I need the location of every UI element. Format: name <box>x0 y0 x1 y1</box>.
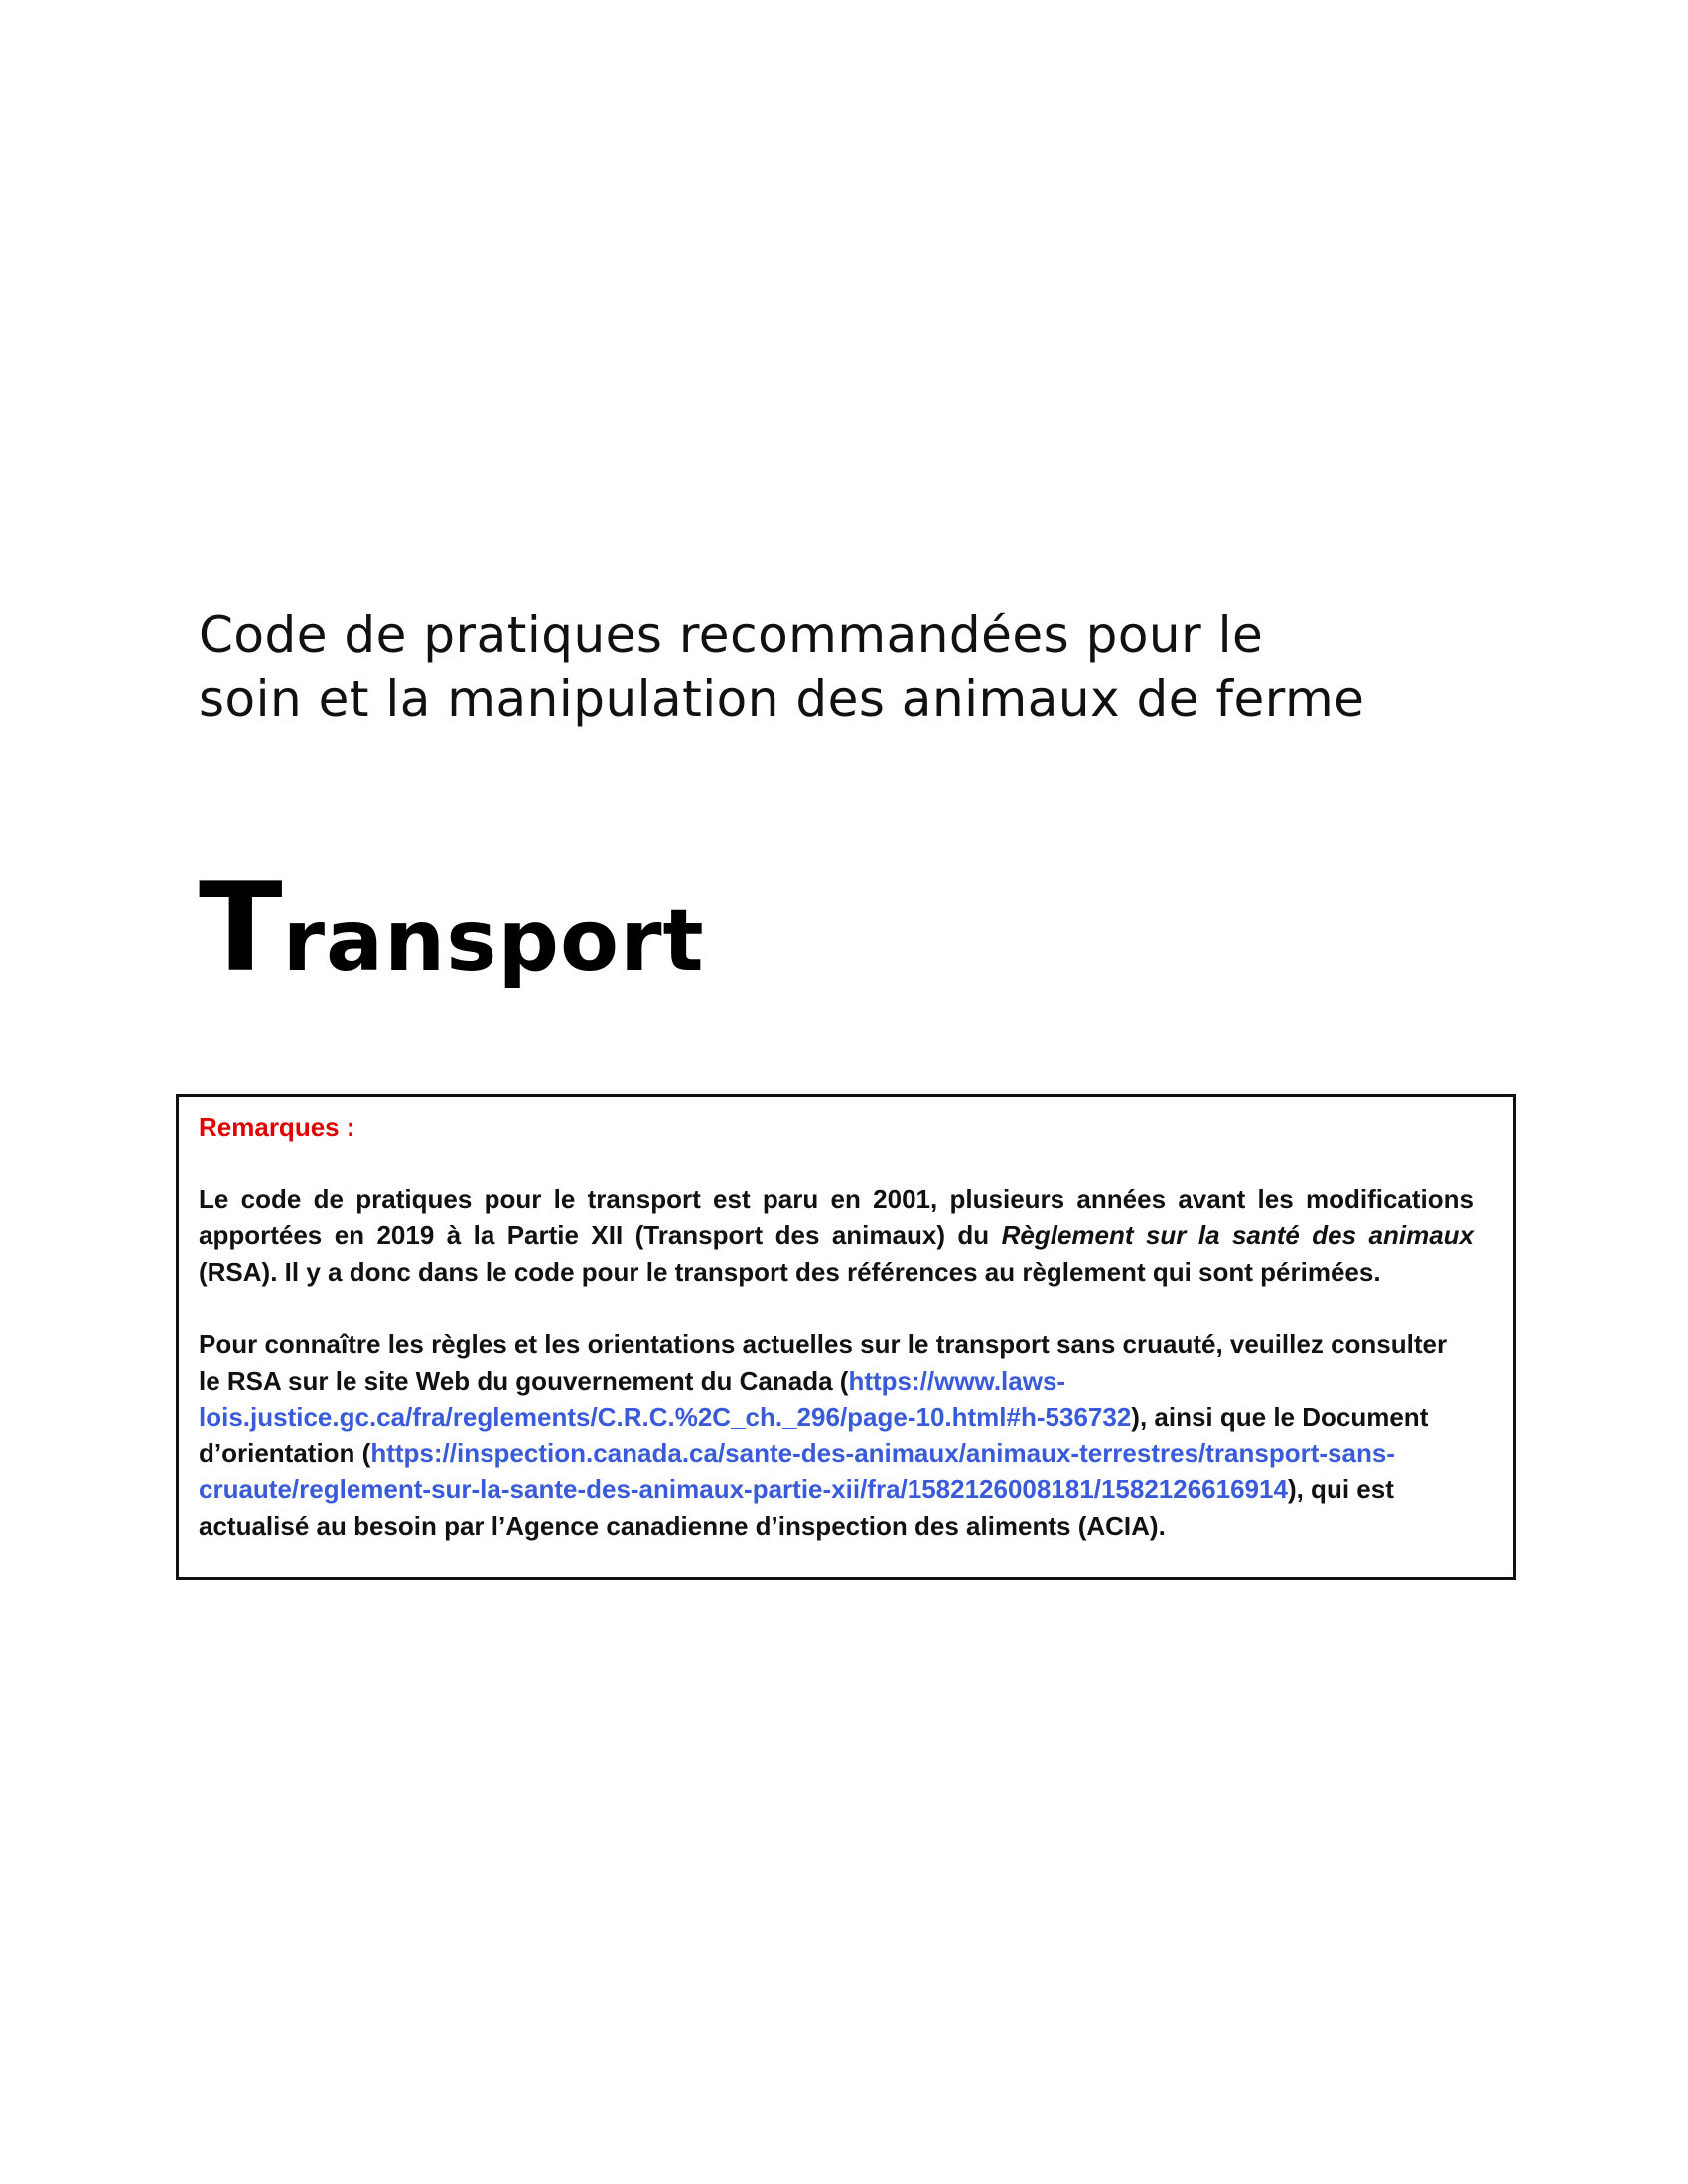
title-initial: T <box>199 857 283 1000</box>
para1-text-1: Le code de pratiques pour le transport est paru en 2001, plusieurs années avant les modifications apportées en 2019 à la Partie XII (Transport des animaux) du <box>199 1183 1474 1250</box>
para2-outro: ), qui est actualisé au besoin par l’Agence canadienne d’inspection des aliments (ACIA). <box>199 1474 1394 1541</box>
notes-paragraph-2 <box>199 1326 1474 1544</box>
notes-heading: Remarques : <box>199 1112 355 1142</box>
para2-intro: Pour connaître les règles et les orientations actuelles sur le transport sans cruauté, veuillez consulter le RSA sur le site Web du gouvernement du Canada ( <box>199 1329 1448 1396</box>
para1-text-2: (RSA). Il y a donc dans le code pour le transport des références au règlement qui sont périmées. <box>199 1256 1381 1287</box>
justice-laws-link[interactable]: https://www.laws-lois.justice.gc.ca/fra/reglements/C.R.C.%2C_ch._296/page-10.html#h-536732 <box>199 1365 1132 1432</box>
regulation-title: Règlement sur la santé des animaux <box>1001 1220 1475 1250</box>
subtitle-line-1: Code de pratiques recommandées pour le <box>199 607 1264 664</box>
notes-box <box>176 1094 1516 1580</box>
document-title <box>199 857 705 1000</box>
notes-paragraph-1 <box>199 1181 1474 1291</box>
subtitle-line-2: soin et la manipulation des animaux de ferme <box>199 670 1365 728</box>
para2-middle: ), ainsi que le Document d’orientation ( <box>199 1402 1429 1468</box>
document-subtitle <box>199 604 1489 731</box>
title-rest: ransport <box>282 891 705 991</box>
cfia-guidance-link[interactable]: https://inspection.canada.ca/sante-des-animaux/animaux-terrestres/transport-sans-cruaute/reglement-sur-la-sante-des-animaux-partie-xii/fra/1582126008181/1582126616914 <box>199 1437 1395 1504</box>
